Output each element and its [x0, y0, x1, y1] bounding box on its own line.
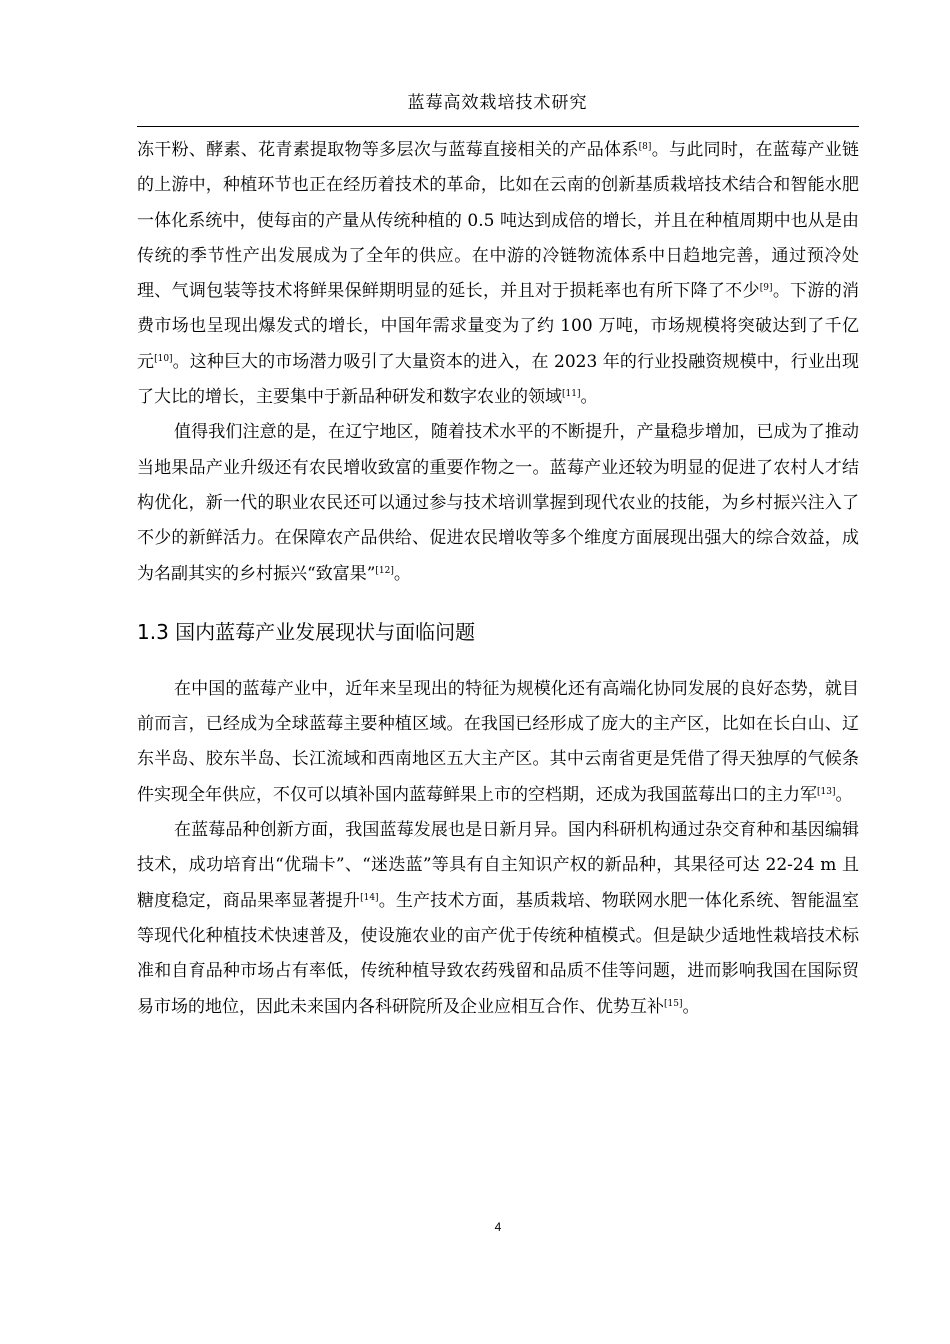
paragraph-text: 值得我们注意的是，在辽宁地区，随着技术水平的不断提升，产量稳步增加，已成为了推动当地果品产业升级还有农民增收致富的重要作物之一。蓝莓产业还较为明显的促进了农村人才结构优化，新一代的职业农民还可以通过参与技术培训掌握到现代农业的技能，为乡村振兴注入了不少的新鲜活力。在保障农产品供给、促进农民增收等多个维度方面展现出强大的综合效益，成为名副其实的乡村振兴“致富果” [137, 422, 859, 584]
citation-9: [9] [759, 283, 773, 294]
paragraph-text: 。 [393, 563, 411, 584]
citation-15: [15] [664, 998, 683, 1009]
citation-8: [8] [638, 142, 652, 152]
paragraph-text: 在蓝莓品种创新方面，我国蓝莓发展也是日新月异。国内科研机构通过杂交育种和基因编辑技术，成功培育出“优瑞卡”、“迷迭蓝”等具有自主知识产权的新品种，其果径可达 22-24 m 且糖度稳定，商品果率显著提升 [137, 820, 859, 911]
citation-11: [11] [562, 389, 581, 400]
citation-12: [12] [375, 565, 394, 576]
section-heading: 1.3 国内蓝莓产业发展现状与面临问题 [137, 619, 476, 644]
paragraph-text: 。 [580, 387, 598, 408]
citation-14: [14] [360, 892, 379, 903]
paragraph-variety-innovation [137, 813, 859, 1025]
paragraph-text: 。这种巨大的市场潜力吸引了大量资本的进入，在 2023 年的行业投融资规模中，行业出现了大比的增长，主要集中于新品种研发和数字农业的领域 [137, 351, 859, 408]
header-rule [137, 126, 859, 127]
paragraph-text: 。生产技术方面，基质栽培、物联网水肥一体化系统、智能温室等现代化种植技术快速普及，使设施农业的亩产优于传统种植模式。但是缺少适地性栽培技术标准和自育品种市场占有率低，传统种植导致农药残留和品质不佳等问题，进而影响我国在国际贸易市场的地位，因此未来国内各科研院所及企业应相互合作、优势互补 [137, 890, 860, 1017]
paragraph-text: 。 [682, 996, 700, 1017]
paragraph-text: 。与此同时，在蓝莓产业链的上游中，种植环节也正在经历着技术的革命，比如在云南的创新基质栽培技术结合和智能水肥一体化系统中，使每亩的产量从传统种植的 0.5 吨达到成倍的增长，并且在种植周期中也从是由传统的季节性产出发展成为了全年的供应。在中游的冷链物流体系中日趋地完善，通过预冷处理、气调包装等技术将鲜果保鲜期明显的延长，并且对于损耗率也有所下降了不少 [137, 140, 860, 302]
citation-13: [13] [817, 786, 836, 797]
paragraph-liaoning [137, 415, 859, 591]
citation-10: [10] [154, 353, 173, 364]
paragraph-text: 。 [835, 784, 853, 805]
paragraph-industry-status [137, 672, 859, 813]
paragraph-text: 冻干粉、酵素、花青素提取物等多层次与蓝莓直接相关的产品体系 [137, 140, 639, 160]
running-header: 蓝莓高效栽培技术研究 [407, 93, 588, 113]
paragraph-continued [137, 133, 859, 415]
paragraph-text: 在中国的蓝莓产业中，近年来呈现出的特征为规模化还有高端化协同发展的良好态势，就目前而言，已经成为全球蓝莓主要种植区域。在我国已经形成了庞大的主产区，比如在长白山、辽东半岛、胶东半岛、长江流域和西南地区五大主产区。其中云南省更是凭借了得天独厚的气候条件实现全年供应，不仅可以填补国内蓝莓鲜果上市的空档期，还成为我国蓝莓出口的主力军 [137, 678, 859, 805]
page-number: 4 [494, 1220, 502, 1234]
paragraph-text: 。下游的消费市场也呈现出爆发式的增长，中国年需求量变为了约 100 万吨，市场规模将突破达到了千亿元 [137, 281, 860, 372]
document-body [137, 133, 859, 1025]
